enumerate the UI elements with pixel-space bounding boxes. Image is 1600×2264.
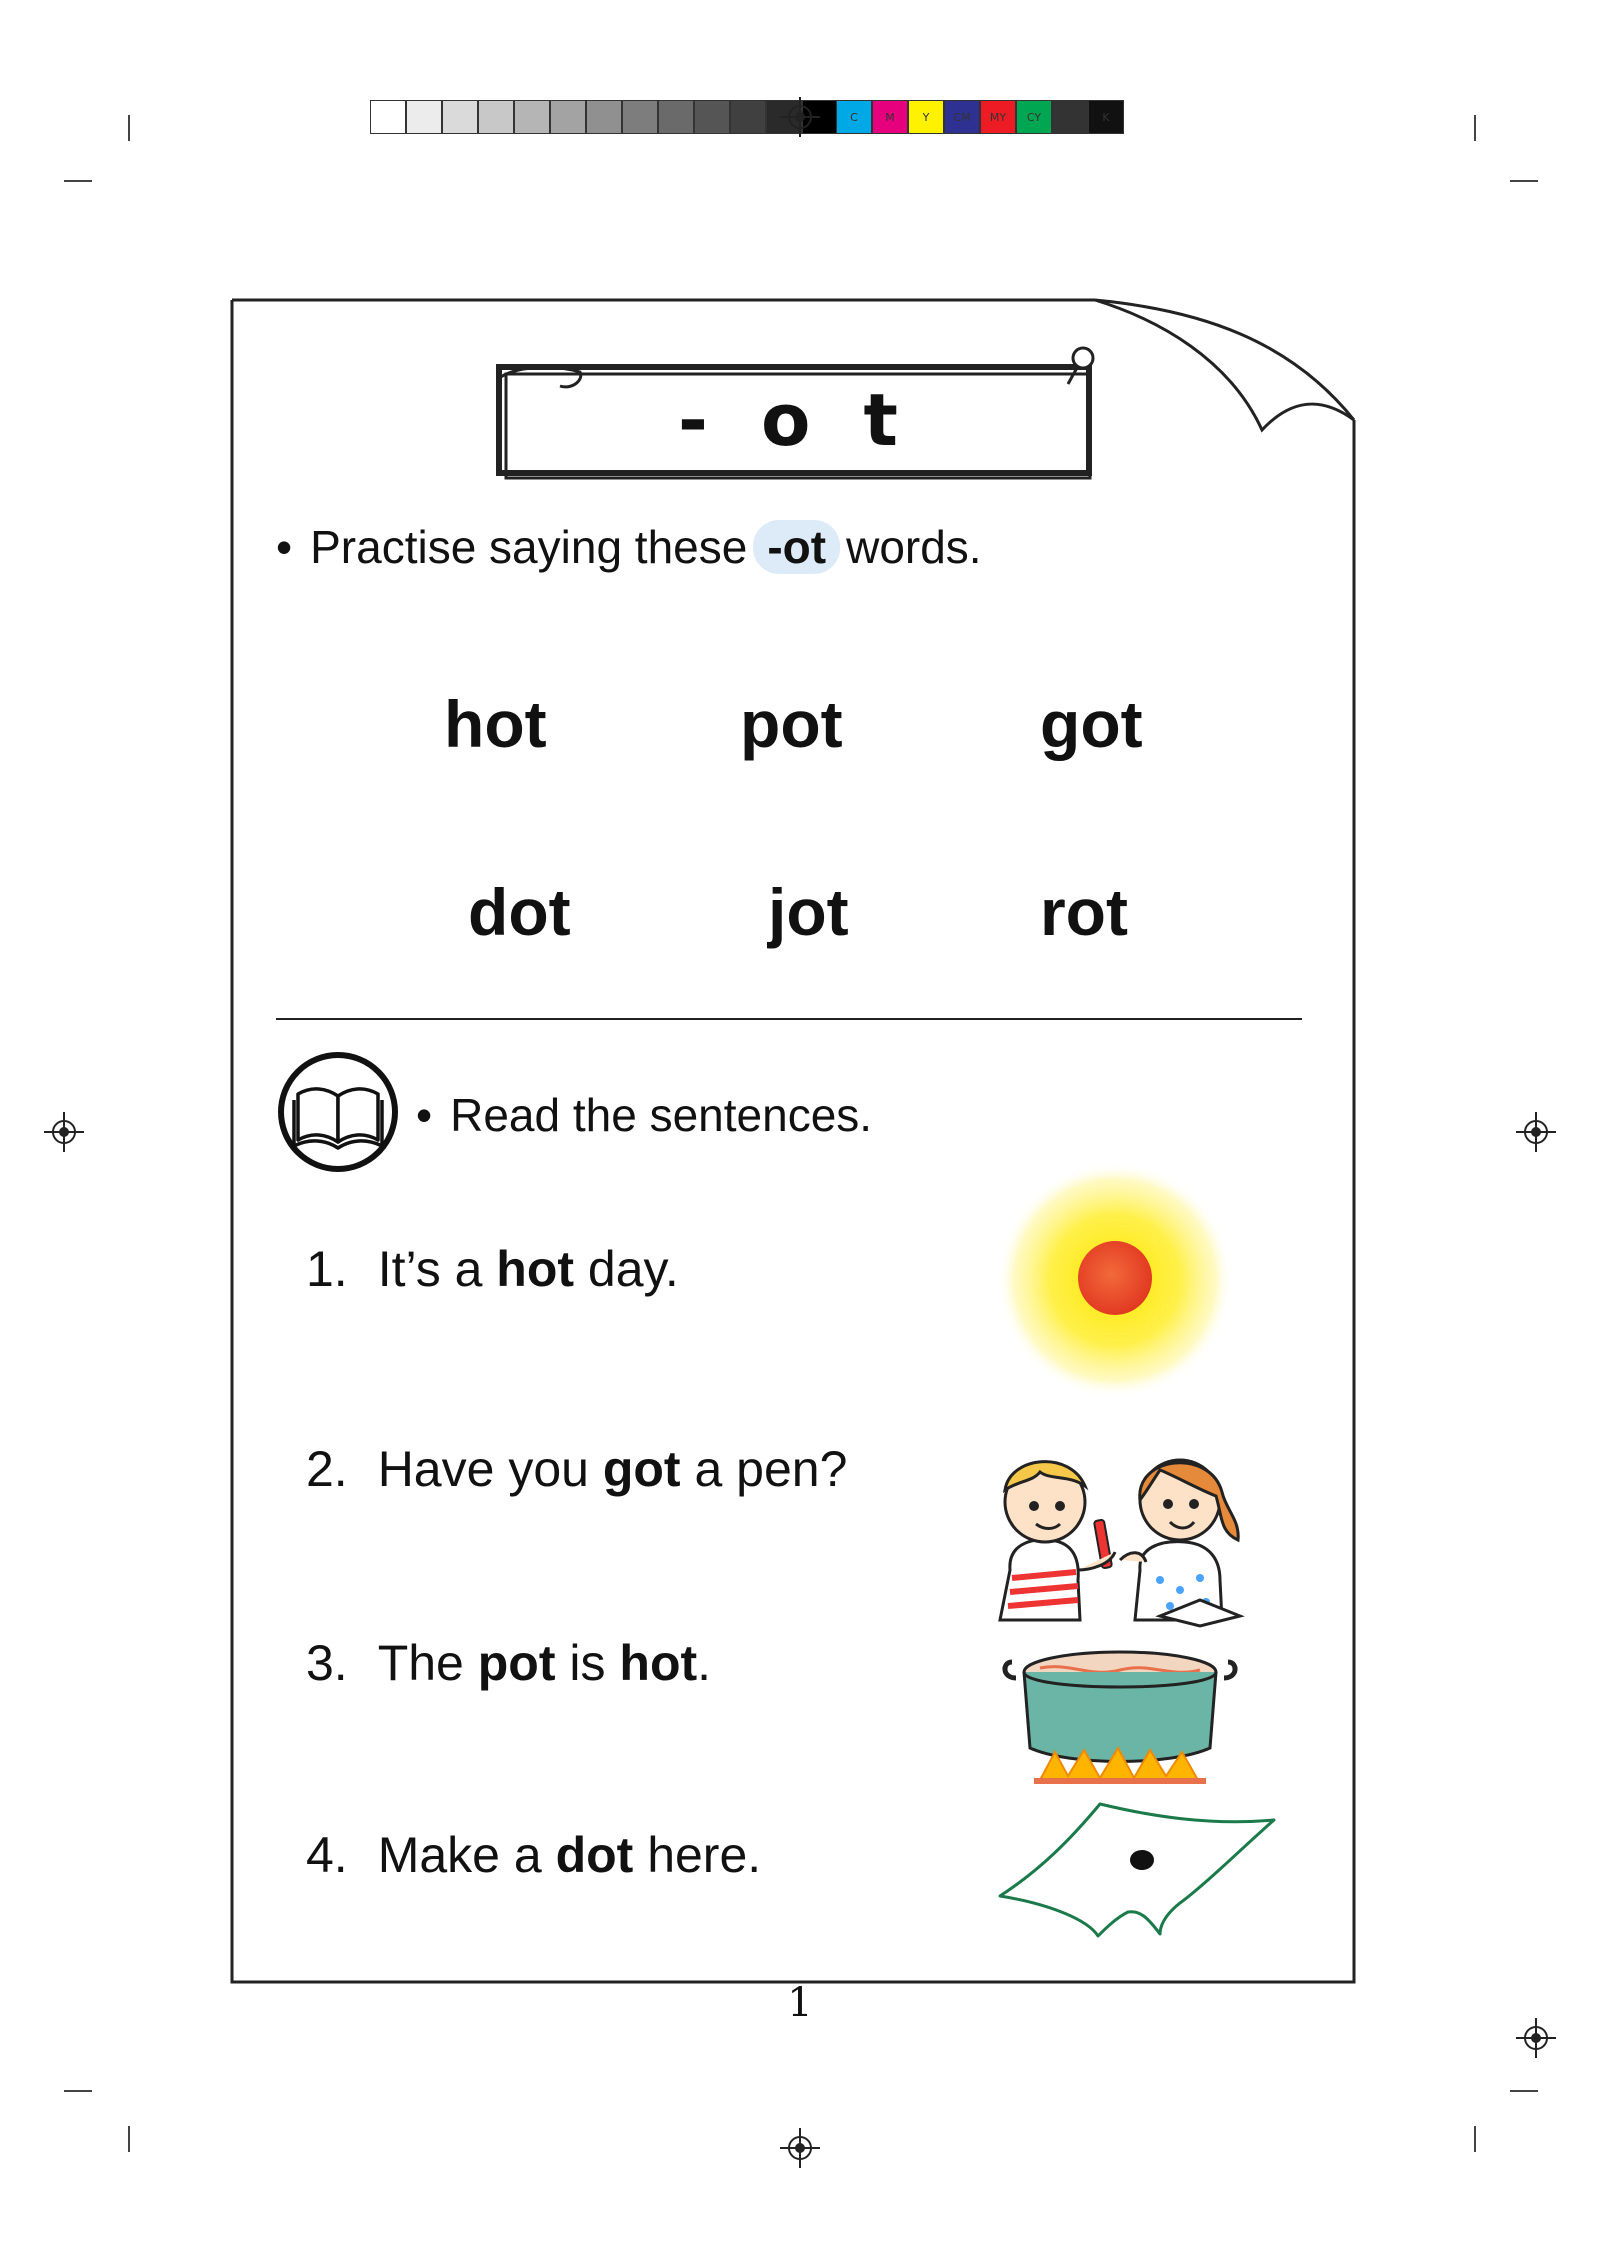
children-pen-illustration (970, 1420, 1270, 1630)
cmyk-swatch: CM (944, 100, 980, 134)
sentence-keyword: hot (619, 1635, 698, 1691)
open-book-icon (276, 1050, 400, 1174)
sentence-text: The (377, 1635, 478, 1691)
sentence-text: day. (574, 1241, 679, 1297)
highlight-ot: -ot (753, 520, 840, 574)
cmyk-swatch: CY (1016, 100, 1052, 134)
bullet: • (416, 1089, 433, 1141)
cmyk-swatch: MY (980, 100, 1016, 134)
sentence-text: is (555, 1635, 620, 1691)
sentence-text: It’s a (377, 1241, 497, 1297)
sun-illustration (990, 1160, 1240, 1400)
instruction-practise (276, 520, 982, 574)
sentence-number: 2. (306, 1441, 348, 1497)
sentence-number: 4. (306, 1827, 348, 1883)
word-jot: jot (768, 875, 849, 949)
word-got: got (1040, 687, 1143, 761)
word-hot: hot (444, 687, 547, 761)
sentence-keyword: hot (496, 1241, 575, 1297)
sentence-2 (306, 1440, 847, 1498)
bullet: • (276, 521, 293, 573)
cmyk-swatch: CMY (1052, 100, 1088, 134)
instruction-read (416, 1088, 872, 1142)
cmyk-swatch: M (872, 100, 908, 134)
sentence-3 (306, 1634, 711, 1692)
sentence-text: Have you (377, 1441, 603, 1497)
sentence-text: . (697, 1635, 712, 1691)
sentence-1 (306, 1240, 679, 1298)
paper-dot-illustration (990, 1800, 1280, 1940)
sentence-text: here. (633, 1827, 762, 1883)
page-title: - o t (678, 378, 912, 462)
sentence-number: 3. (306, 1635, 348, 1691)
sentence-keyword: pot (477, 1635, 556, 1691)
cmyk-swatch: C (836, 100, 872, 134)
cmyk-swatch: K (1088, 100, 1124, 134)
instruction-text: Practise saying these (310, 521, 748, 573)
word-pot: pot (740, 687, 843, 761)
section-divider (276, 1018, 1302, 1020)
page-number: 1 (787, 1980, 813, 2026)
sentence-4 (306, 1826, 761, 1884)
instruction-text: Read the sentences. (450, 1089, 873, 1141)
cooking-pot-illustration (1000, 1640, 1240, 1790)
word-rot: rot (1040, 875, 1128, 949)
sentence-keyword: got (602, 1441, 681, 1497)
sentence-keyword: dot (555, 1827, 634, 1883)
sentence-text: a pen? (680, 1441, 848, 1497)
sentence-number: 1. (306, 1241, 348, 1297)
cmyk-swatch: Y (908, 100, 944, 134)
word-dot: dot (468, 875, 571, 949)
sentence-text: Make a (377, 1827, 556, 1883)
instruction-text: words. (846, 521, 982, 573)
